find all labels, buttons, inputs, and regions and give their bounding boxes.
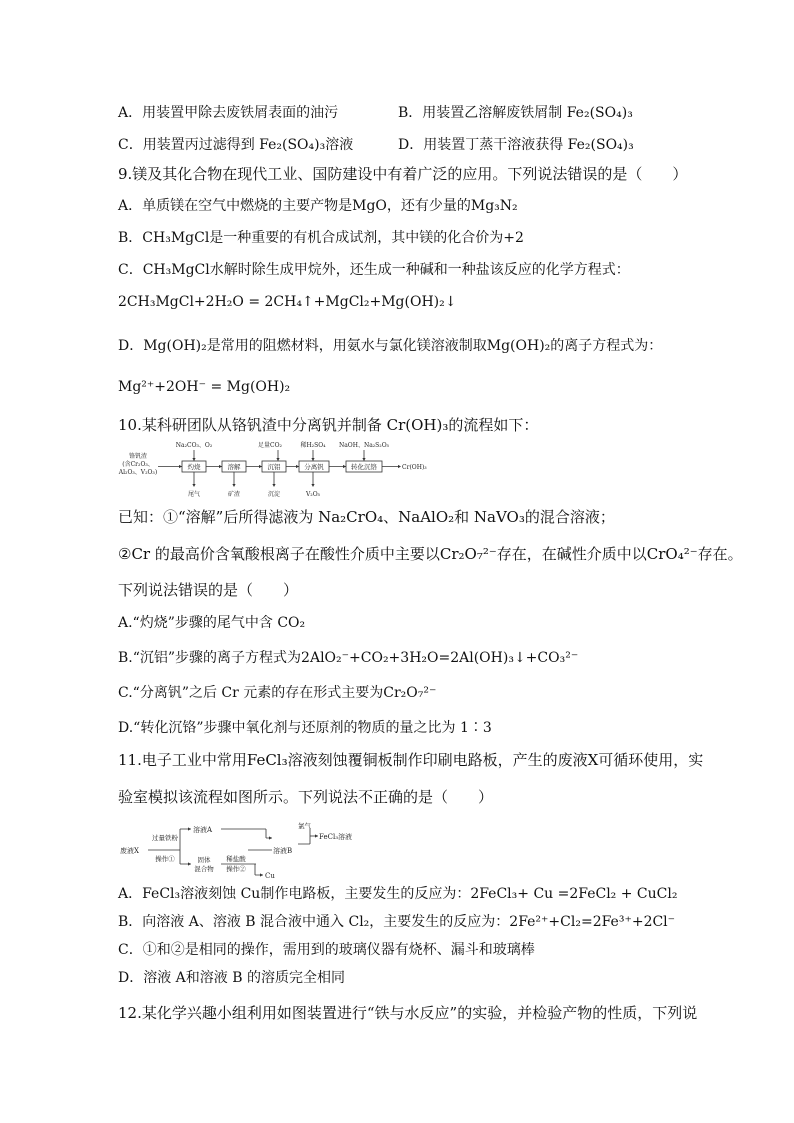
- q10-step-3: 沉铝: [267, 463, 281, 471]
- q10-product: Cr(OH)₃: [402, 464, 427, 471]
- q8-option-b: B．用装置乙溶解废铁屑制 Fe₂(SO₄)₃: [398, 105, 633, 121]
- q10-flowchart: [118, 436, 427, 500]
- q10-output-2: 矿渣: [227, 491, 241, 498]
- q11-solution-b: 溶液B: [273, 847, 293, 855]
- q10-step-4: 分离钒: [304, 463, 324, 471]
- q10-output-4: V₂O₅: [305, 491, 321, 498]
- q10-step-5: 转化沉铬: [351, 463, 377, 471]
- q10-step-1: 灼烧: [187, 463, 201, 471]
- q11-op-2: 操作②: [226, 865, 246, 873]
- q10-known-1: 已知：①“溶解”后所得滤液为 Na₂CrO₄、NaAlO₂和 NaVO₃的混合溶液；: [118, 508, 615, 526]
- q11-cu: Cu: [265, 872, 275, 880]
- q9-option-d: D．Mg(OH)₂是常用的阻燃材料，用氨水与氯化镁溶液制取Mg(OH)₂的离子方程式为：: [118, 338, 663, 354]
- q11-reagent-1: 过量铁粉: [152, 834, 178, 842]
- q11-stem-line1: 11.电子工业中常用FeCl₃溶液刻蚀覆铜板制作印刷电路板，产生的废液X可循环使用，实: [118, 751, 704, 769]
- q10-ask: 下列说法错误的是（ ）: [118, 581, 299, 599]
- q11-op-1: 操作①: [155, 855, 175, 863]
- q9-option-d-equation: Mg²⁺+2OH⁻ = Mg(OH)₂: [118, 379, 291, 395]
- q9-option-b: B．CH₃MgCl是一种重要的有机合成试剂，其中镁的化合价为+2: [118, 230, 524, 246]
- q9-option-a: A．单质镁在空气中燃烧的主要产物是MgO，还有少量的Mg₃N₂: [118, 198, 518, 214]
- q11-solid-line1: 固体: [197, 856, 211, 864]
- q10-reagent-1: Na₂CO₃、O₂: [175, 442, 213, 449]
- q10-reagent-3: 稀H₂SO₄: [300, 442, 326, 449]
- q10-stem: 10.某科研团队从铬钒渣中分离钒并制备 Cr(OH)₃的流程如下：: [118, 416, 539, 434]
- q10-feed-line3: Al₂O₃、V₂O₃): [118, 469, 158, 476]
- q9-option-c-equation: 2CH₃MgCl+2H₂O = 2CH₄↑+MgCl₂+Mg(OH)₂↓: [118, 294, 457, 310]
- q10-output-1: 尾气: [187, 491, 201, 498]
- q8-option-a: A．用装置甲除去废铁屑表面的油污: [118, 105, 339, 121]
- q10-option-c: C.“分离钒”之后 Cr 元素的存在形式主要为Cr₂O₇²⁻: [118, 685, 437, 701]
- q10-output-3: 沉淀: [267, 491, 281, 498]
- q10-feed-line2: (含Cr₂O₃、: [122, 461, 154, 468]
- q10-feed: [118, 452, 157, 476]
- q11-solid-line2: 混合物: [194, 865, 214, 873]
- q10-option-b: B.“沉铝”步骤的离子方程式为2AlO₂⁻+CO₂+3H₂O=2Al(OH)₃↓+CO₃²⁻: [118, 650, 579, 666]
- q11-option-b: B．向溶液 A、溶液 B 混合液中通入 Cl₂，主要发生的反应为：2Fe²⁺+Cl₂=2Fe³⁺+2Cl⁻: [118, 914, 676, 930]
- q11-option-a: A．FeCl₃溶液刻蚀 Cu制作电路板，主要发生的反应为：2FeCl₃+ Cu =2FeCl₂ + CuCl₂: [118, 886, 678, 902]
- q9-stem: 9.镁及其化合物在现代工业、国防建设中有着广泛的应用。下列说法错误的是（ ）: [118, 165, 688, 183]
- q10-feed-line1: 铬钒渣: [128, 453, 148, 460]
- q11-stem-line2: 验室模拟该流程如图所示。下列说法不正确的是（ ）: [118, 788, 494, 806]
- q8-option-c: C．用装置丙过滤得到 Fe₂(SO₄)₃溶液: [118, 137, 354, 153]
- q10-option-a: A.“灼烧”步骤的尾气中含 CO₂: [118, 615, 306, 631]
- q11-reagent-2: 稀盐酸: [226, 855, 246, 863]
- q10-reagent-2: 足量CO₂: [258, 442, 282, 449]
- q9-option-c: C．CH₃MgCl水解时除生成甲烷外，还生成一种碱和一种盐该反应的化学方程式：: [118, 262, 630, 278]
- q10-known-2: ②Cr 的最高价含氧酸根离子在酸性介质中主要以Cr₂O₇²⁻存在，在碱性介质中以CrO₄²⁻存在。: [118, 545, 743, 563]
- q11-product: FeCl₃溶液: [319, 833, 353, 841]
- q11-flowchart: [118, 820, 358, 878]
- q11-option-d: D．溶液 A和溶液 B 的溶质完全相同: [118, 970, 345, 986]
- q11-reagent-3: 氯气: [298, 822, 311, 830]
- q8-option-d: D．用装置丁蒸干溶液获得 Fe₂(SO₄)₃: [398, 137, 634, 153]
- q10-step-2: 溶解: [227, 463, 241, 471]
- q11-option-c: C．①和②是相同的操作，需用到的玻璃仪器有烧杯、漏斗和玻璃棒: [118, 942, 535, 958]
- q11-start: 废液X: [120, 847, 139, 855]
- q10-option-d: D.“转化沉铬”步骤中氧化剂与还原剂的物质的量之比为 1∶3: [118, 720, 492, 736]
- q12-stem: 12.某化学兴趣小组利用如图装置进行“铁与水反应”的实验，并检验产物的性质，下列说: [118, 1004, 698, 1022]
- q11-solution-a: 溶液A: [193, 826, 213, 834]
- q10-reagent-4: NaOH、Na₂S₂O₅: [338, 442, 390, 449]
